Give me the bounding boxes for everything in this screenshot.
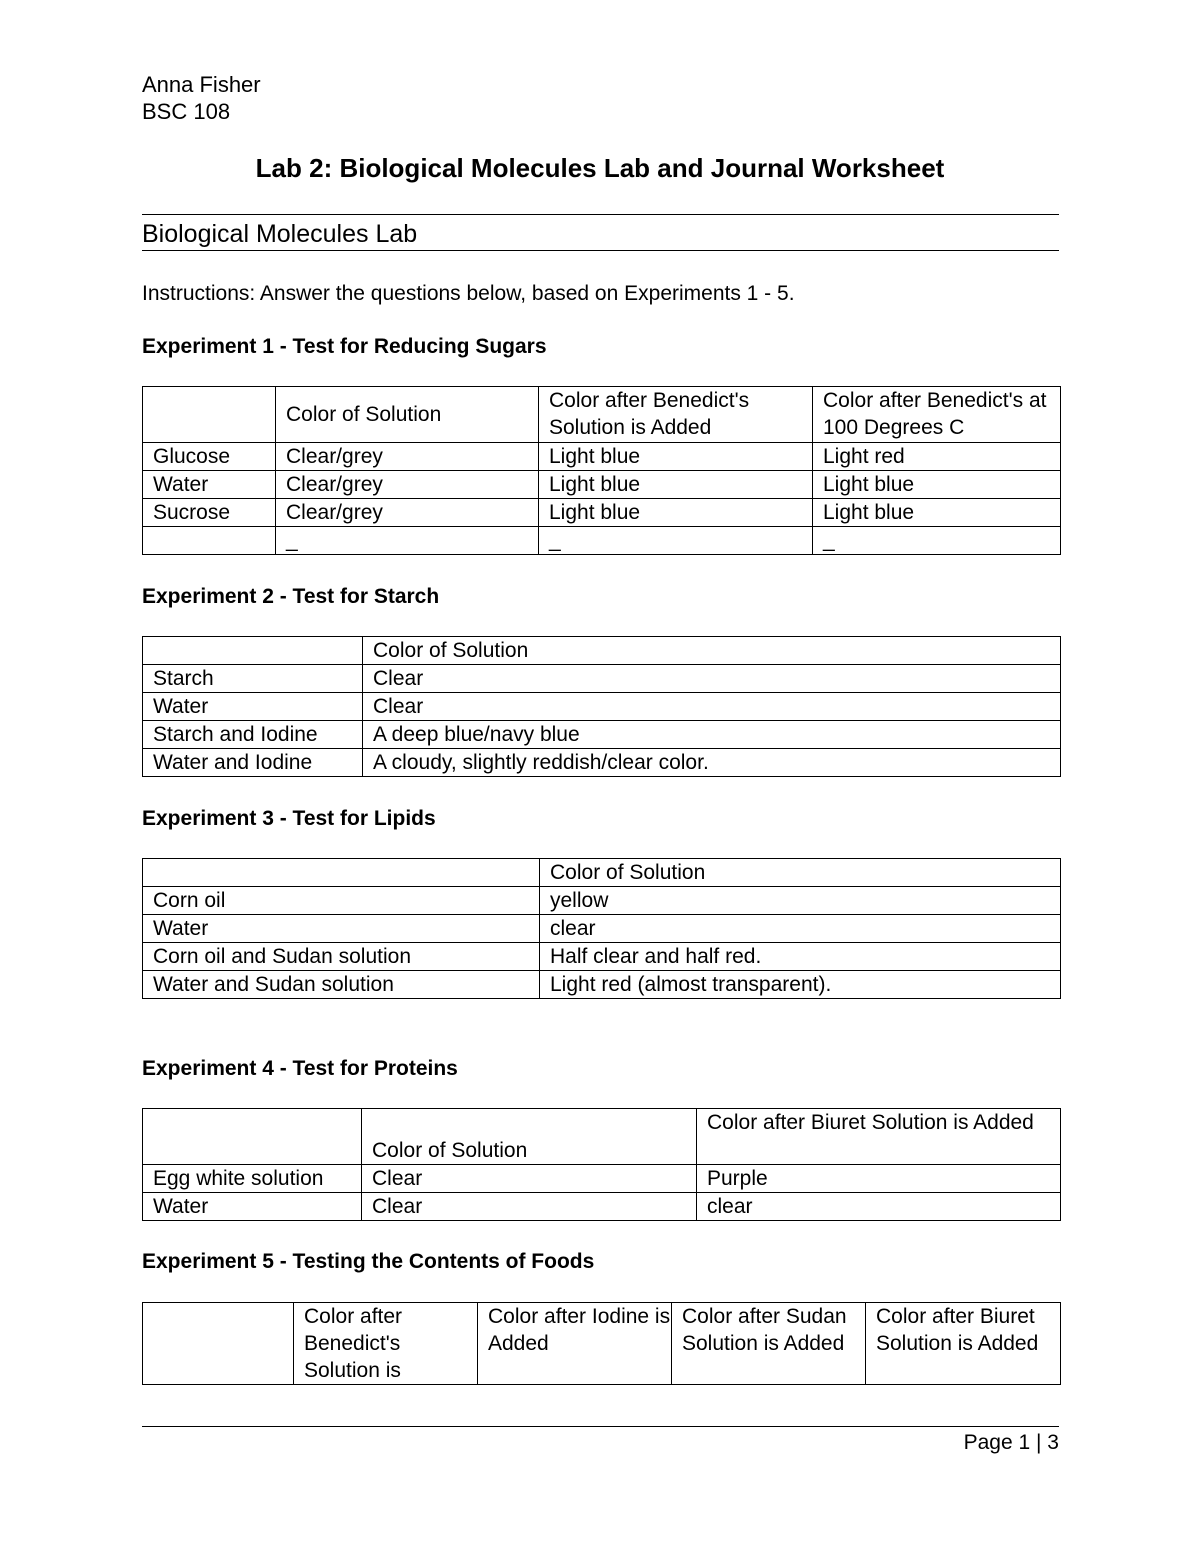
experiment-3-heading: Experiment 3 - Test for Lipids [142, 807, 436, 830]
header-cell: Color of Solution [363, 637, 1061, 665]
header-cell: Color after Benedict's Solution is Added [539, 387, 813, 443]
experiment-4-heading: Experiment 4 - Test for Proteins [142, 1057, 458, 1080]
row-label: Water [143, 915, 540, 943]
table-cell: clear [540, 915, 1061, 943]
table-cell: Clear [362, 1165, 697, 1193]
row-label: Corn oil [143, 887, 540, 915]
table-header-row [143, 1303, 1061, 1385]
header-cell [143, 1303, 294, 1385]
table-cell: Clear/grey [276, 443, 539, 471]
table-cell: Light blue [539, 443, 813, 471]
table-cell: clear [697, 1193, 1061, 1221]
row-label: Starch [143, 665, 363, 693]
table-cell: Purple [697, 1165, 1061, 1193]
table-row [143, 749, 1061, 777]
header-cell: Color after Sudan Solution is Added [672, 1303, 866, 1385]
row-label: Egg white solution [143, 1165, 362, 1193]
table-row [143, 665, 1061, 693]
experiment-3-table [142, 858, 1061, 999]
table-cell: Clear [363, 665, 1061, 693]
table-cell: Light blue [539, 499, 813, 527]
experiment-2-table [142, 636, 1061, 777]
table-row [143, 915, 1061, 943]
experiment-5-heading: Experiment 5 - Testing the Contents of Foods [142, 1250, 595, 1273]
table-cell: Light blue [539, 471, 813, 499]
table-row [143, 721, 1061, 749]
course-code: BSC 108 [142, 99, 231, 124]
table-cell: Clear [363, 693, 1061, 721]
table-cell: Light blue [813, 499, 1061, 527]
row-label: Corn oil and Sudan solution [143, 943, 540, 971]
table-cell: _ [276, 527, 539, 555]
header-cell: Color after Biuret Solution is Added [866, 1303, 1061, 1385]
table-cell: Half clear and half red. [540, 943, 1061, 971]
header-cell: Color after Iodine is Added [478, 1303, 672, 1385]
section-heading: Biological Molecules Lab [142, 220, 418, 248]
header-cell [143, 1109, 362, 1165]
table-cell: Clear/grey [276, 471, 539, 499]
experiment-5-table [142, 1302, 1061, 1385]
header-cell: Color of Solution [276, 387, 539, 443]
table-row [143, 971, 1061, 999]
table-cell: _ [539, 527, 813, 555]
table-cell: Light red [813, 443, 1061, 471]
author-name: Anna Fisher [142, 72, 261, 97]
header-cell: Color of Solution [362, 1109, 697, 1165]
table-header-row [143, 637, 1061, 665]
table-header-row [143, 859, 1061, 887]
row-label: Water and Iodine [143, 749, 363, 777]
table-cell: Light blue [813, 471, 1061, 499]
table-cell: Clear/grey [276, 499, 539, 527]
table-header-row [143, 1109, 1061, 1165]
table-row [143, 887, 1061, 915]
table-row [143, 693, 1061, 721]
table-cell: Clear [362, 1193, 697, 1221]
table-row [143, 527, 1061, 555]
table-cell: _ [813, 527, 1061, 555]
row-label: Water and Sudan solution [143, 971, 540, 999]
document-title: Lab 2: Biological Molecules Lab and Journal Worksheet [255, 153, 945, 183]
table-cell: yellow [540, 887, 1061, 915]
table-cell: A cloudy, slightly reddish/clear color. [363, 749, 1061, 777]
row-label: Water [143, 693, 363, 721]
table-header-row [143, 387, 1061, 443]
instructions-text: Instructions: Answer the questions below, based on Experiments 1 - 5. [142, 282, 795, 305]
row-label: Water [143, 471, 276, 499]
table-row [143, 943, 1061, 971]
footer-rule [142, 1426, 1059, 1427]
header-cell: Color after Benedict's at 100 Degrees C [813, 387, 1061, 443]
row-label: Starch and Iodine [143, 721, 363, 749]
table-row [143, 1165, 1061, 1193]
section-bottom-rule [142, 250, 1059, 251]
row-label: Water [143, 1193, 362, 1221]
page-number: Page 1 | 3 [963, 1431, 1059, 1454]
header-cell [143, 387, 276, 443]
table-cell: Light red (almost transparent). [540, 971, 1061, 999]
header-cell: Color of Solution [540, 859, 1061, 887]
experiment-2-heading: Experiment 2 - Test for Starch [142, 585, 440, 608]
header-cell [143, 637, 363, 665]
table-row [143, 1193, 1061, 1221]
row-label: Glucose [143, 443, 276, 471]
table-row [143, 499, 1061, 527]
table-cell: A deep blue/navy blue [363, 721, 1061, 749]
row-label: Sucrose [143, 499, 276, 527]
table-row [143, 443, 1061, 471]
header-cell [143, 859, 540, 887]
table-row [143, 471, 1061, 499]
experiment-4-table [142, 1108, 1061, 1221]
experiment-1-heading: Experiment 1 - Test for Reducing Sugars [142, 335, 547, 358]
experiment-1-table [142, 386, 1061, 555]
header-cell: Color after Benedict's Solution is [294, 1303, 478, 1385]
section-top-rule [142, 214, 1059, 215]
row-label [143, 527, 276, 555]
header-cell: Color after Biuret Solution is Added [697, 1109, 1061, 1165]
